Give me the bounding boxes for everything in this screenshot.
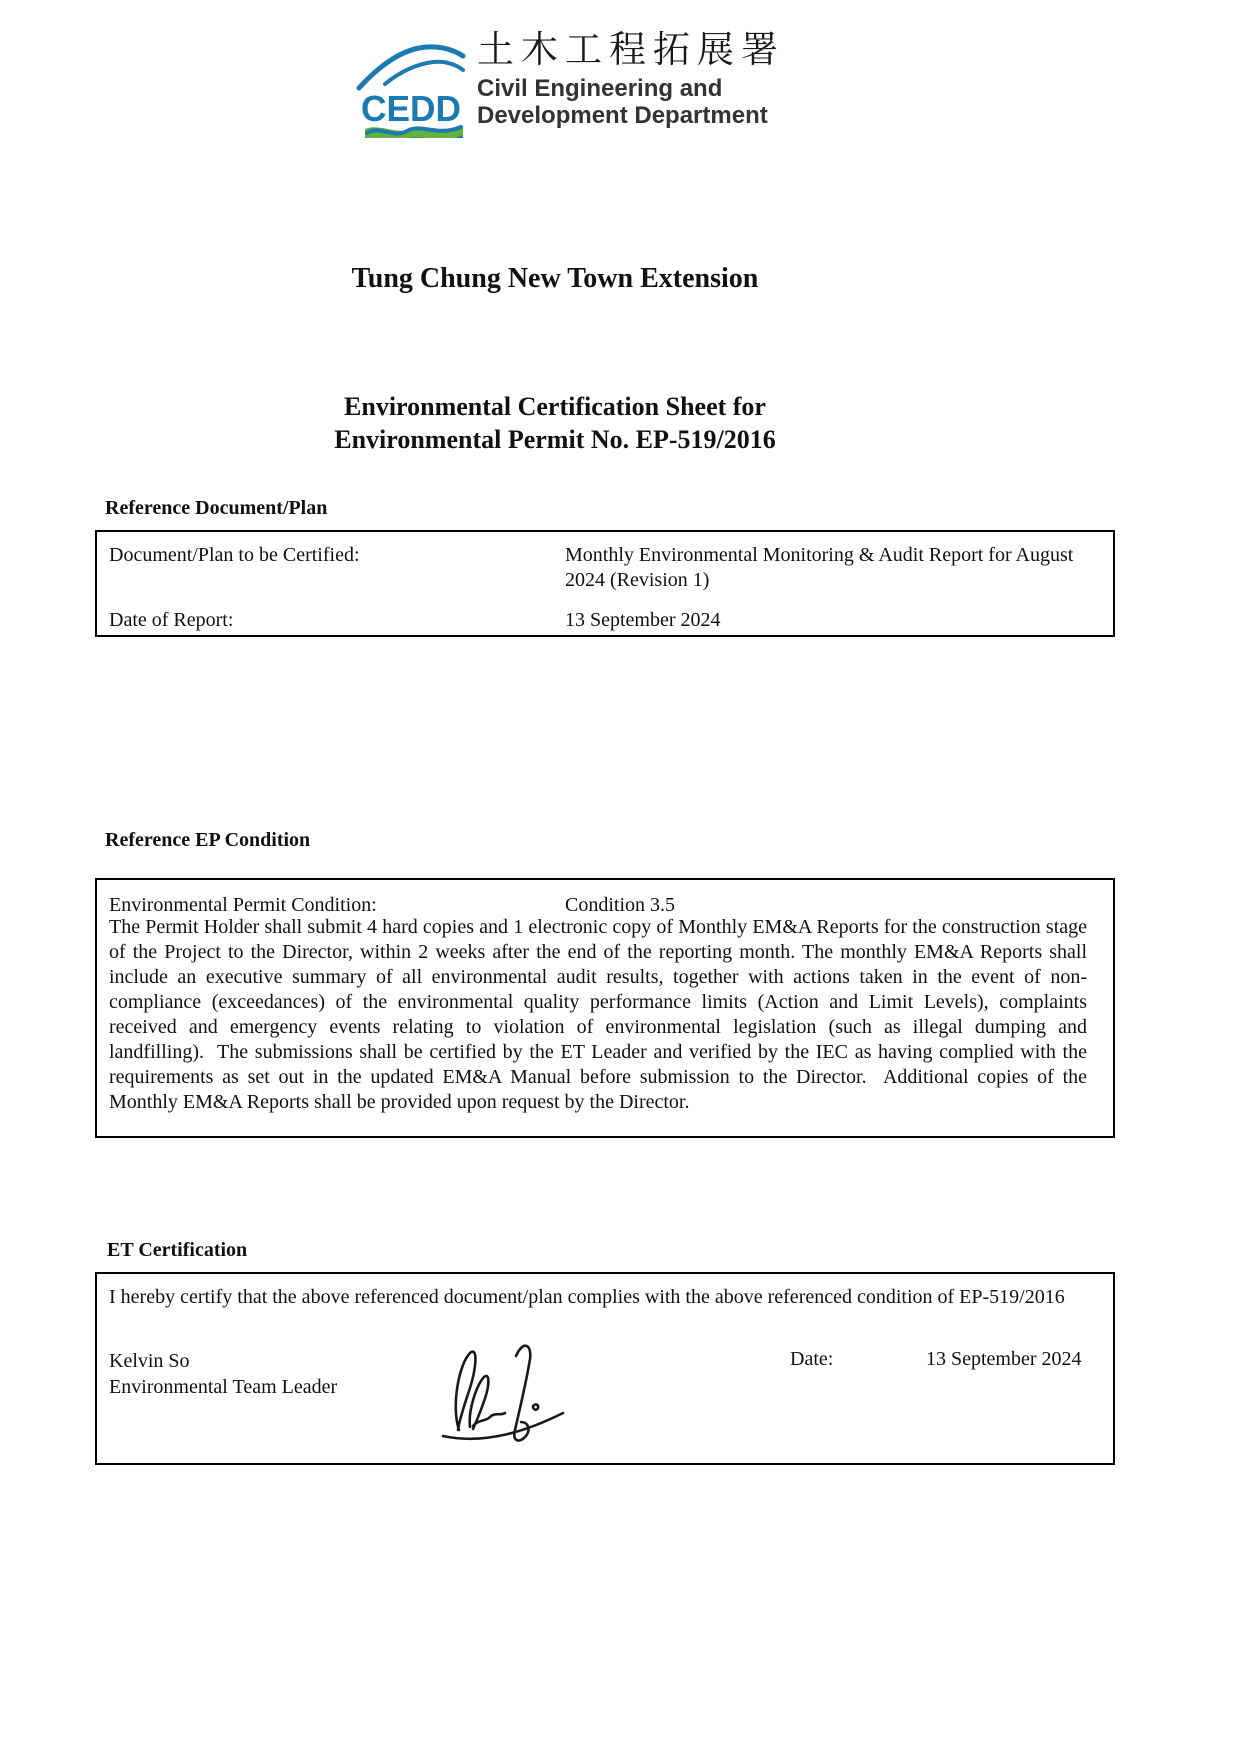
date-of-report-label: Date of Report: <box>109 609 234 631</box>
et-certification-heading: ET Certification <box>107 1239 248 1261</box>
et-certification-box <box>95 1272 1115 1465</box>
cedd-logo <box>355 28 785 138</box>
signatory-title: Environmental Team Leader <box>109 1376 338 1398</box>
ep-condition-box <box>95 878 1115 1138</box>
date-value: 13 September 2024 <box>926 1348 1082 1370</box>
sheet-title-line2: Environmental Permit No. EP-519/2016 <box>334 425 776 454</box>
signature-image <box>415 1326 590 1456</box>
certification-statement: I hereby certify that the above referenced document/plan complies with the above referenced condition of EP-519/2016 <box>109 1286 1065 1308</box>
department-name-chinese: 土木工程拓展署 <box>477 29 785 70</box>
date-label: Date: <box>790 1348 834 1370</box>
cedd-logo-icon <box>355 28 469 143</box>
date-of-report-value: 13 September 2024 <box>565 609 721 631</box>
document-plan-value: Monthly Environmental Monitoring & Audit Report for August 2024 (Revision 1) <box>565 544 1074 591</box>
department-name-english-line1: Civil Engineering and <box>477 75 723 102</box>
ep-condition-text: The Permit Holder shall submit 4 hard copies and 1 electronic copy of Monthly EM&A Reports for the construction stage of the Project to the Director, within 2 weeks after the end of the reporting month. The monthly EM&A Reports shall include an executive summary of all environmental audit results, together with actions taken in the event of non-compliance (exceedances) of the environmental quality performance limits (Action and Limit Levels), complaints received and emergency events relating to violation of environmental legislation (such as illegal dumping and landfilling). The submissions shall be certified by the ET Leader and verified by the IEC as having complied with the requirements as set out in the updated EM&A Manual before submission to the Director. Additional copies of the Monthly EM&A Reports shall be provided upon request by the Director. <box>109 916 1092 1113</box>
reference-ep-condition-heading: Reference EP Condition <box>105 829 311 851</box>
department-name-english-line2: Development Department <box>477 102 768 129</box>
document-plan-label: Document/Plan to be Certified: <box>109 544 360 566</box>
ep-condition-value: Condition 3.5 <box>565 894 676 916</box>
project-title-container <box>0 263 1110 295</box>
ep-condition-label: Environmental Permit Condition: <box>109 894 377 916</box>
reference-document-heading: Reference Document/Plan <box>105 497 328 519</box>
svg-text:CEDD: CEDD <box>361 88 461 129</box>
project-title: Tung Chung New Town Extension <box>351 263 759 294</box>
sheet-title-line1: Environmental Certification Sheet for <box>344 392 766 421</box>
reference-document-box <box>95 530 1115 637</box>
sheet-title-container <box>0 390 1110 456</box>
signatory-name: Kelvin So <box>109 1350 190 1372</box>
cedd-logo-text <box>477 28 785 129</box>
